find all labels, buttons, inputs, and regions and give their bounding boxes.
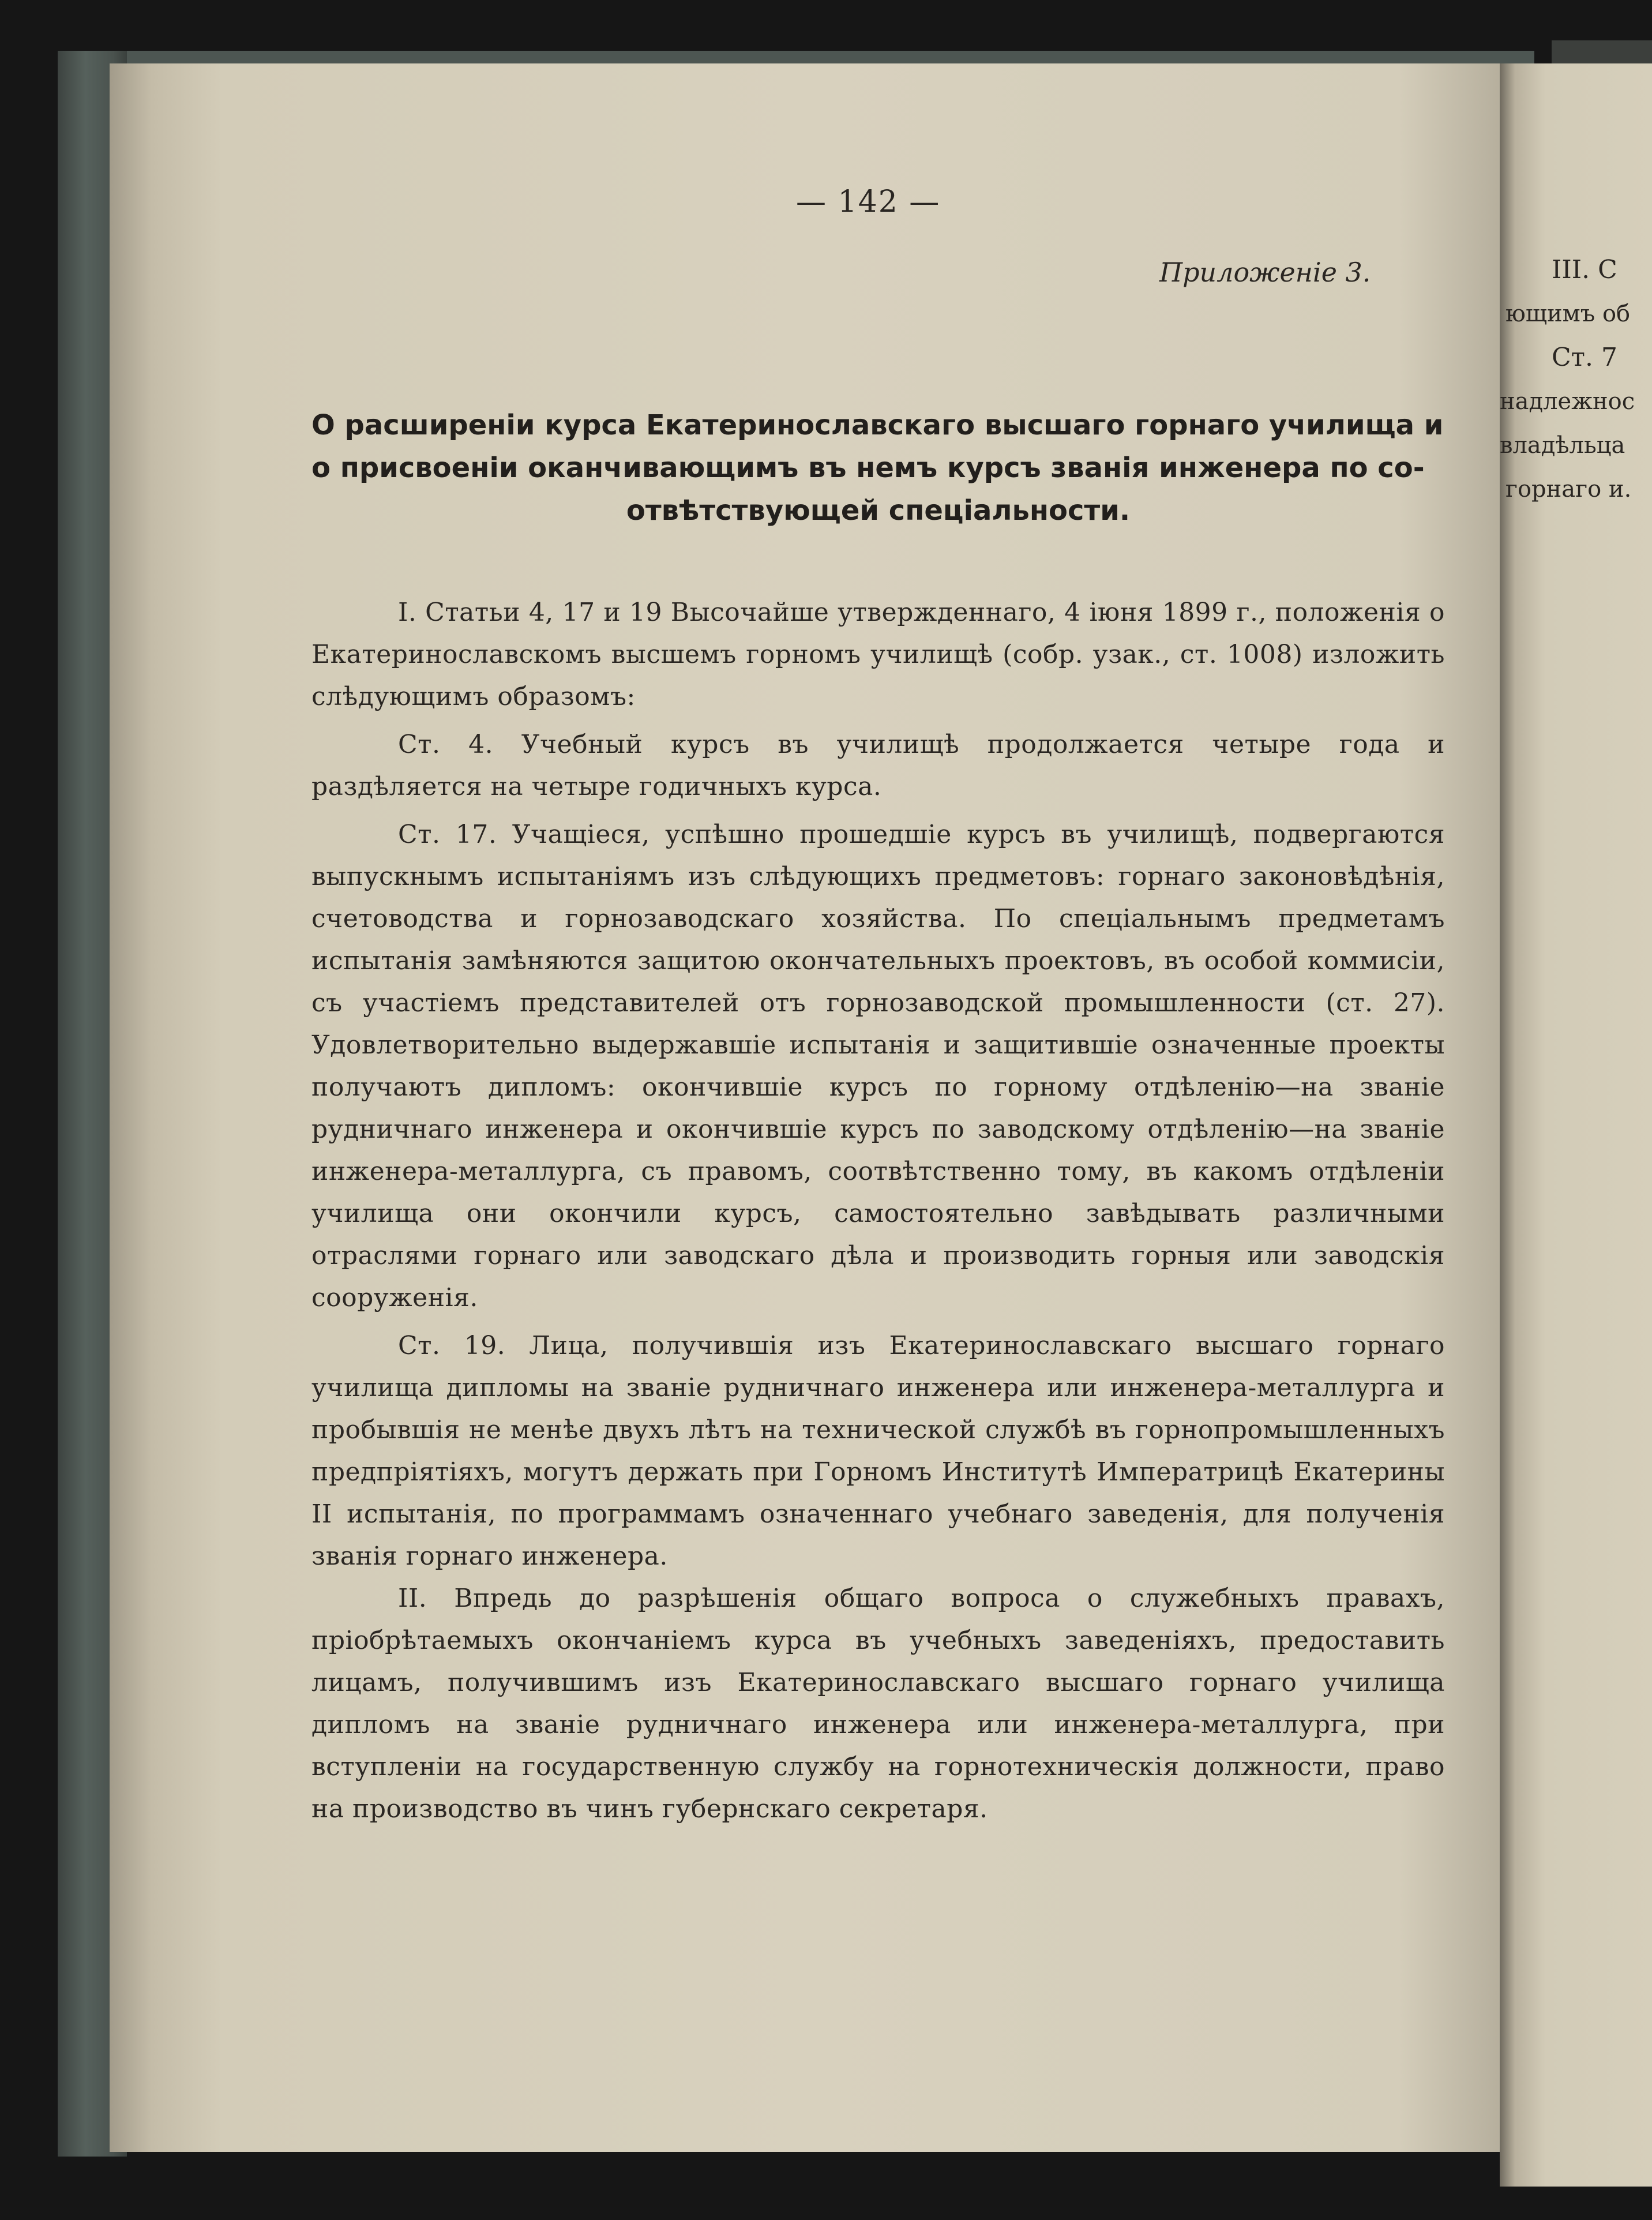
facing-page-text — [1494, 248, 1635, 511]
title-line-3: отвѣтствующей спеціальности. — [626, 494, 1131, 527]
page-number: — 142 — — [796, 185, 941, 219]
document-body — [311, 591, 1445, 1830]
title-line-1: О расширеніи курса Екатеринославскаго высшаго горнаго училища и — [311, 409, 1444, 441]
title-line-2: о присвоеніи оканчивающимъ въ немъ курсъ званія инженера по со- — [311, 452, 1425, 484]
facing-line-6: горнаго и. — [1505, 476, 1632, 502]
paragraph-article-19: Ст. 19. Лица, получившія изъ Екатеринославскаго высшаго горнаго училища дипломы на званіе рудничнаго инженера или инженера-металлурга и пробывшія не менѣе двухъ лѣтъ на технической службѣ въ горнопромышленныхъ предпріятіяхъ, могутъ держать при Горномъ Институтѣ Императрицѣ Екатерины II испытанія, по программамъ означеннаго учебнаго заведенія, для полученія званія горнаго инженера. — [311, 1331, 1445, 1571]
facing-line-5: владѣльца — [1500, 432, 1625, 459]
paragraph-article-17: Ст. 17. Учащіеся, успѣшно прошедшіе курсъ въ училищѣ, подвергаются выпускнымъ испытаніямъ изъ слѣдующихъ предметовъ: горнаго законовѣдѣнія, счетоводства и горнозаводскаго хозяйства. По спеціальнымъ предметамъ испытанія замѣняются защитою окончательныхъ проектовъ, въ особой коммисіи, съ участіемъ представителей отъ горнозаводской промышленности (ст. 27). Удовлетворительно выдержавшіе испытанія и защитившіе означенные проекты получаютъ дипломъ: окончившіе курсъ по горному отдѣленію—на званіе рудничнаго инженера и окончившіе курсъ по заводскому отдѣленію—на званіе инженера-металлурга, съ правомъ, соотвѣтственно тому, въ какомъ отдѣленіи училища они окончили курсъ, самостоятельно завѣдывать различными отраслями горнаго или заводскаго дѣла и производить горныя или заводскія сооруженія. — [311, 820, 1445, 1312]
facing-line-4: надлежнос — [1500, 388, 1635, 415]
facing-line-1: III. С — [1552, 255, 1617, 284]
facing-line-3: Ст. 7 — [1552, 343, 1617, 372]
paragraph-article-4: Ст. 4. Учебный курсъ въ училищѣ продолжается четыре года и раздѣляется на четыре годичныхъ курса. — [311, 730, 1445, 801]
right-page-edge-top — [1552, 40, 1652, 63]
document-title — [311, 404, 1445, 532]
paragraph-section-2: II. Впредь до разрѣшенія общаго вопроса о служебныхъ правахъ, пріобрѣтаемыхъ окончаніемъ курса въ учебныхъ заведеніяхъ, предоставить лицамъ, получившимъ изъ Екатеринославскаго высшаго горнаго училища дипломъ на званіе рудничнаго инженера или инженера-металлурга, при вступленіи на государственную службу на горнотехническія должности, право на производство въ чинъ губернскаго секретаря. — [311, 1584, 1445, 1824]
appendix-label: Приложеніе 3. — [1159, 257, 1371, 288]
facing-line-2: ющимъ об — [1505, 301, 1631, 327]
paragraph-section-1: I. Статьи 4, 17 и 19 Высочайше утвержденнаго, 4 іюня 1899 г., положенія о Екатеринославскомъ высшемъ горномъ училищѣ (собр. узак., ст. 1008) изложить слѣдующимъ образомъ: — [311, 598, 1445, 711]
